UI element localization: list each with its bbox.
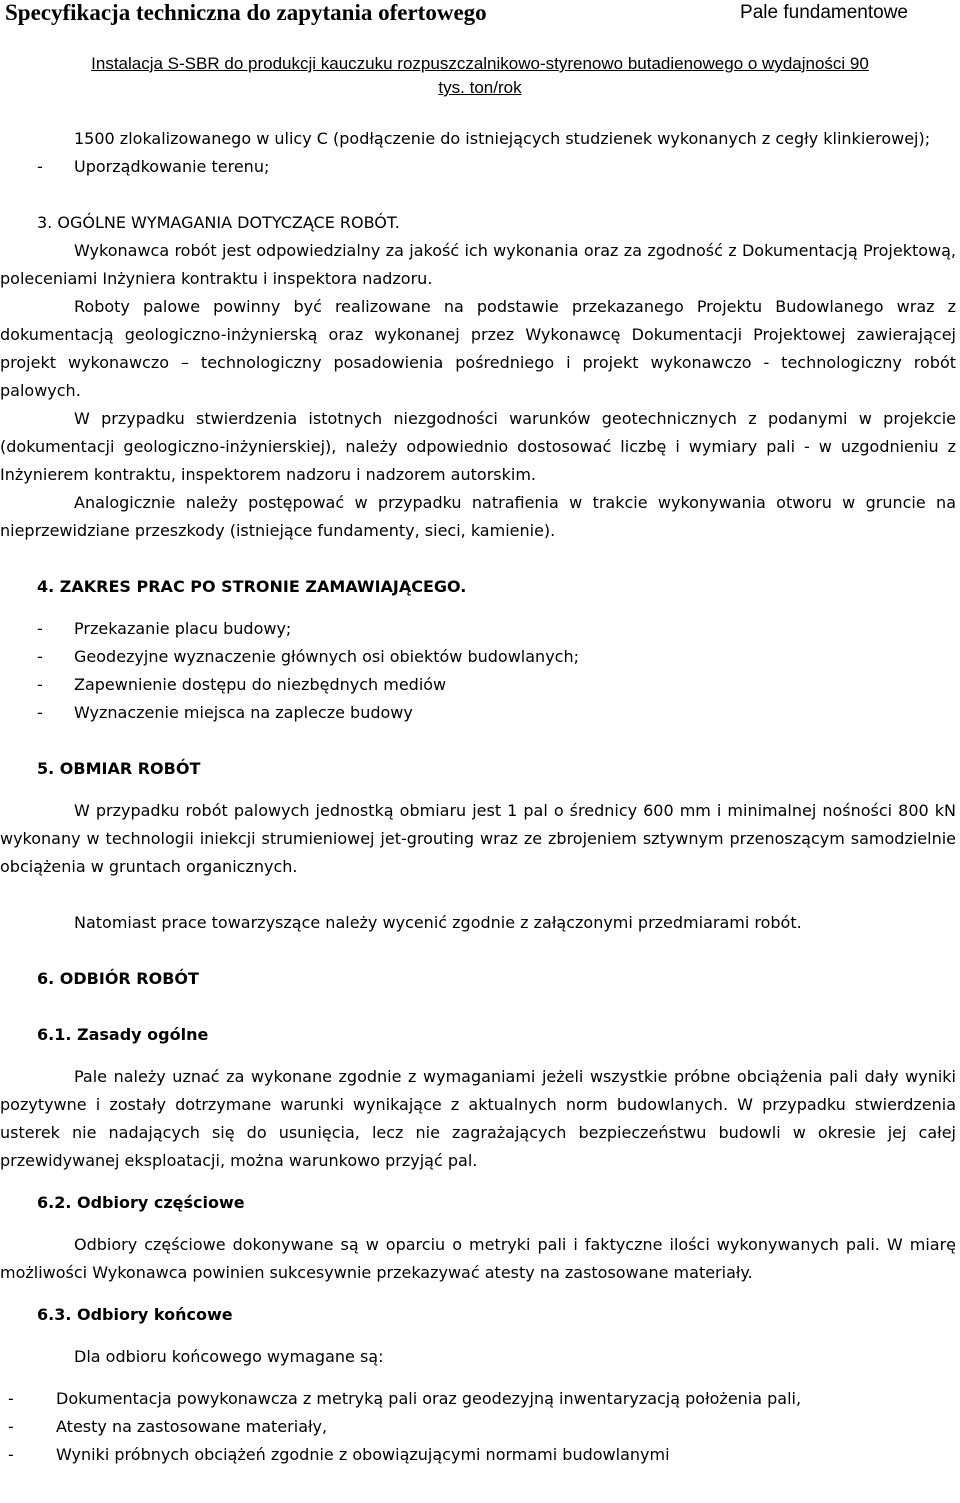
subtitle-line-2: tys. ton/rok bbox=[438, 78, 522, 97]
list-item-text: Zapewnienie dostępu do niezbędnych mediów bbox=[74, 675, 447, 694]
paragraph-continuation: 1500 zlokalizowanego w ulicy C (podłączenie do istniejących studzienek wykonanych z cegły klinkierowej); bbox=[74, 129, 931, 148]
list-dash: - bbox=[8, 1389, 14, 1408]
list-item bbox=[0, 671, 956, 699]
subtitle-line-1: Instalacja S-SBR do produkcji kauczuku rozpuszczalnikowo-styrenowo butadienowego o wydajności 90 bbox=[91, 54, 869, 73]
list-item bbox=[0, 153, 956, 181]
list-item bbox=[0, 615, 956, 643]
list-dash: - bbox=[8, 1445, 14, 1464]
section-heading-5: 5. OBMIAR ROBÓT bbox=[37, 759, 201, 778]
list-item-text: Wyniki próbnych obciążeń zgodnie z obowiązującymi normami budowlanymi bbox=[56, 1445, 670, 1464]
section-heading-6: 6. ODBIÓR ROBÓT bbox=[37, 969, 199, 988]
paragraph: Analogicznie należy postępować w przypadku natrafienia w trakcie wykonywania otworu w gruncie na nieprzewidziane przeszkody (istniejące fundamenty, sieci, kamienie). bbox=[0, 493, 956, 540]
list-item bbox=[0, 643, 956, 671]
list-dash: - bbox=[37, 619, 43, 638]
document-title: Specyfikacja techniczna do zapytania ofertowego bbox=[5, 0, 487, 25]
list-item bbox=[0, 1385, 956, 1413]
list-dash: - bbox=[37, 647, 43, 666]
paragraph: W przypadku robót palowych jednostką obmiaru jest 1 pal o średnicy 600 mm i minimalnej nośności 800 kN wykonany w technologii iniekcji strumieniowej jet-grouting wraz ze zbrojeniem sztywnym przenoszącym samodzielnie obciążenia w gruntach organicznych. bbox=[0, 801, 956, 876]
list-item-text: Atesty na zastosowane materiały, bbox=[56, 1417, 328, 1436]
list-dash: - bbox=[37, 157, 43, 176]
paragraph: Wykonawca robót jest odpowiedzialny za jakość ich wykonania oraz za zgodność z Dokumentacją Projektową, poleceniami Inżyniera kontraktu i inspektora nadzoru. bbox=[0, 241, 956, 288]
subsection-heading-6-1: 6.1. Zasady ogólne bbox=[37, 1025, 209, 1044]
list-item-text: Wyznaczenie miejsca na zaplecze budowy bbox=[74, 703, 413, 722]
list-dash: - bbox=[8, 1417, 14, 1436]
list-item bbox=[0, 1441, 956, 1469]
section-heading-4: 4. ZAKRES PRAC PO STRONIE ZAMAWIAJĄCEGO. bbox=[37, 577, 467, 596]
list-dash: - bbox=[37, 703, 43, 722]
list-item-text: Geodezyjne wyznaczenie głównych osi obiektów budowlanych; bbox=[74, 647, 579, 666]
subsection-heading-6-2: 6.2. Odbiory częściowe bbox=[37, 1193, 245, 1212]
paragraph: Natomiast prace towarzyszące należy wycenić zgodnie z załączonymi przedmiarami robót. bbox=[74, 913, 802, 932]
section-heading-3: 3. OGÓLNE WYMAGANIA DOTYCZĄCE ROBÓT. bbox=[37, 213, 400, 232]
list-item-text: Uporządkowanie terenu; bbox=[74, 157, 270, 176]
list-item-text: Przekazanie placu budowy; bbox=[74, 619, 292, 638]
list-item-text: Dokumentacja powykonawcza z metryką pali oraz geodezyjną inwentaryzacją położenia pali, bbox=[56, 1389, 802, 1408]
list-item bbox=[0, 1413, 956, 1441]
document-body bbox=[0, 125, 956, 1469]
paragraph: Pale należy uznać za wykonane zgodnie z wymaganiami jeżeli wszystkie próbne obciążenia pali dały wyniki pozytywne i zostały dotrzymane warunki wynikające z aktualnych norm budowlanych. W przypadku stwierdzenia usterek nie nadających się do usunięcia, lecz nie zagrażających bezpieczeństwu budowli w okresie jej całej przewidywanej eksploatacji, można warunkowo przyjąć pal. bbox=[0, 1067, 956, 1170]
paragraph: W przypadku stwierdzenia istotnych niezgodności warunków geotechnicznych z podanymi w projekcie (dokumentacji geologiczno-inżynierskiej), należy odpowiednio dostosować liczbę i wymiary pali - w uzgodnieniu z Inżynierem kontraktu, inspektorem nadzoru i nadzorem autorskim. bbox=[0, 409, 956, 484]
document-subtitle bbox=[0, 52, 960, 100]
subsection-heading-6-3: 6.3. Odbiory końcowe bbox=[37, 1305, 233, 1324]
list-dash: - bbox=[37, 675, 43, 694]
paragraph: Roboty palowe powinny być realizowane na podstawie przekazanego Projektu Budowlanego wraz z dokumentacją geologiczno-inżynierską oraz wykonanej przez Wykonawcę Dokumentacji Projektowej zawierającej projekt wykonawczo – technologiczny posadowienia pośredniego i projekt wykonawczo - technologiczny robót palowych. bbox=[0, 297, 956, 400]
document-subject: Pale fundamentowe bbox=[740, 2, 908, 23]
paragraph: Odbiory częściowe dokonywane są w oparciu o metryki pali i faktyczne ilości wykonywanych pali. W miarę możliwości Wykonawca powinien sukcesywnie przekazywać atesty na zastosowane materiały. bbox=[0, 1235, 956, 1282]
paragraph: Dla odbioru końcowego wymagane są: bbox=[74, 1347, 384, 1366]
list-item bbox=[0, 699, 956, 727]
